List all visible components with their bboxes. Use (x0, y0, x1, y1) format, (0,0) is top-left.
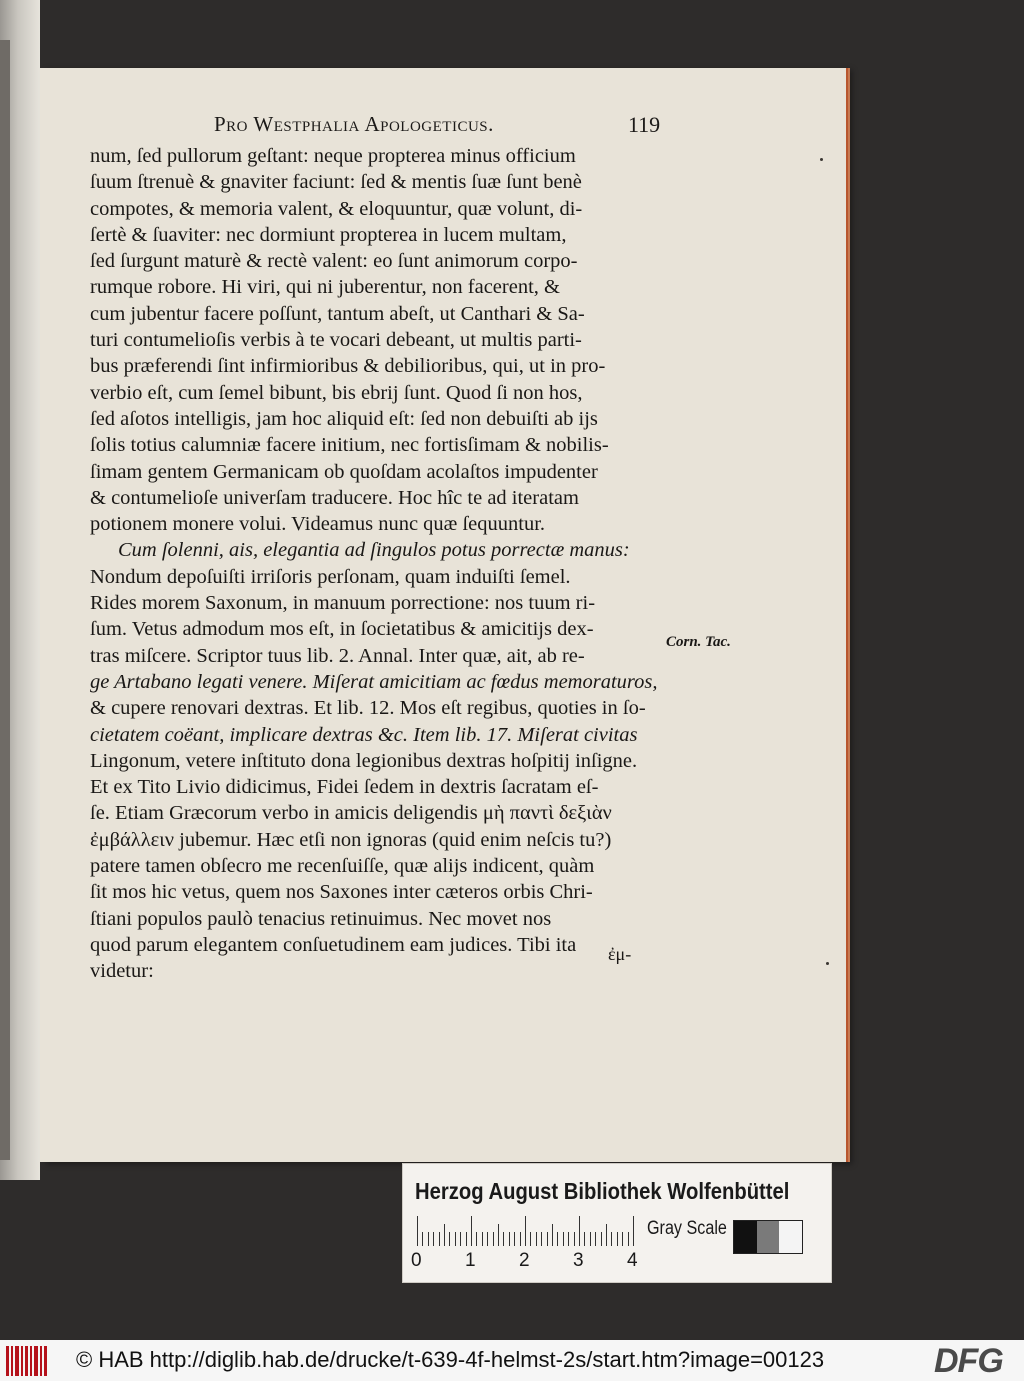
text-line: ſtiani populos paulò tenacius retinuimus. Nec movet nos (90, 907, 552, 930)
ruler-tick (449, 1232, 450, 1246)
ruler-tick (439, 1232, 440, 1246)
gray-swatch (757, 1221, 780, 1253)
ruler-tick (601, 1232, 602, 1246)
ruler-number: 2 (519, 1250, 530, 1271)
text-line: turi contumelioſis verbis à te vocari debeant, ut multis parti- (90, 329, 582, 352)
barcode-bar (11, 1346, 13, 1376)
barcode-bar (30, 1346, 32, 1376)
catchword: ἐμ- (608, 944, 632, 964)
text-line: ſolis totius calumniæ facere initium, nec fortisſimam & nobilis- (90, 434, 609, 457)
text-line: & contumelioſe univerſam traducere. Hoc hîc te ad iteratam (90, 486, 579, 509)
ruler-tick (606, 1224, 607, 1246)
text-line: ſed aſotos intelligis, jam hoc aliquid eſt: ſed non debuiſti ab ijs (90, 407, 598, 430)
ruler-tick (444, 1224, 445, 1246)
ruler-tick (547, 1232, 548, 1246)
ruler-tick (487, 1232, 488, 1246)
ruler-tick (541, 1232, 542, 1246)
ruler-tick (530, 1232, 531, 1246)
ruler-tick (422, 1232, 423, 1246)
text-line: patere tamen obſecro me recenſuiſſe, quæ alijs indicent, quàm (90, 855, 595, 878)
text-line: ſuum ſtrenuè & gnaviter faciunt: ſed & mentis ſuæ ſunt benè (90, 171, 582, 194)
barcode-bar (25, 1346, 28, 1376)
ruler-tick (417, 1216, 418, 1246)
ruler-tick (574, 1232, 575, 1246)
text-line: tras miſcere. Scriptor tuus lib. 2. Annal. Inter quæ, ait, ab re- (90, 644, 585, 667)
gray-scale-swatch (733, 1220, 803, 1254)
dfg-logo: DFG (934, 1342, 1003, 1380)
text-line: ſimam gentem Germanicam ob quoſdam acolaſtos impudenter (90, 460, 598, 483)
running-head: Pro Westphalia Apologeticus. (214, 112, 494, 136)
scale-ruler (417, 1216, 639, 1246)
text-line: & cupere renovari dextras. Et lib. 12. Mos eſt regibus, quoties in ſo- (90, 697, 646, 720)
text-line: potionem monere volui. Videamus nunc quæ ſequuntur. (90, 513, 546, 536)
ruler-tick (514, 1232, 515, 1246)
barcode-bar (15, 1346, 19, 1376)
margin-note: Corn. Tac. (666, 634, 731, 650)
text-line: cietatem coëant, implicare dextras &c. Item lib. 17. Miſerat civitas (90, 723, 638, 746)
barcode-bar (40, 1346, 42, 1376)
ruler-tick (557, 1232, 558, 1246)
ruler-tick (428, 1232, 429, 1246)
barcode-bar (21, 1346, 23, 1376)
text-line: ſum. Vetus admodum mos eſt, in ſocietatibus & amicitijs dex- (90, 618, 594, 641)
copyright-link[interactable]: © HAB http://diglib.hab.de/drucke/t-639-4f-helmst-2s/start.htm?image=00123 (76, 1347, 825, 1372)
ruler-tick (584, 1232, 585, 1246)
ruler-number: 3 (573, 1250, 584, 1271)
text-line: ge Artabano legati venere. Miſerat amicitiam ac fœdus memoraturos, (90, 670, 658, 693)
ruler-tick (628, 1232, 629, 1246)
text-line: Cum ſolenni, ais, elegantia ad ſingulos potus porrectæ manus: (118, 539, 630, 562)
text-line: num, ſed pullorum geſtant: neque propterea minus officium (90, 145, 576, 167)
text-line: videtur: (90, 960, 154, 983)
ruler-tick (471, 1216, 472, 1246)
ruler-tick (433, 1232, 434, 1246)
ruler-tick (476, 1232, 477, 1246)
ruler-tick (455, 1232, 456, 1246)
footer-bar (0, 1340, 1024, 1381)
ruler-tick (460, 1232, 461, 1246)
text-line: Lingonum, vetere inſtituto dona legionibus dextras hoſpitij inſigne. (90, 749, 638, 772)
ruler-tick (493, 1232, 494, 1246)
text-line: bus præferendi ſint infirmioribus & debilioribus, qui, ut in pro- (90, 355, 606, 378)
ruler-tick (611, 1232, 612, 1246)
text-line: quod parum elegantem conſuetudinem eam judices. Tibi ita (90, 933, 577, 956)
ruler-tick (622, 1232, 623, 1246)
ruler-tick (536, 1232, 537, 1246)
gray-swatch (734, 1221, 757, 1253)
ruler-tick (498, 1224, 499, 1246)
text-line: ἐμβάλλειν jubemur. Hæc etſi non ignoras (quid enim neſcis tu?) (90, 828, 612, 851)
speck (826, 962, 829, 965)
barcode-bar (44, 1346, 47, 1376)
gray-scale-label: Gray Scale (647, 1218, 727, 1239)
ruler-tick (503, 1232, 504, 1246)
ruler-tick (579, 1216, 580, 1246)
ruler-tick (525, 1216, 526, 1246)
ruler-tick (509, 1232, 510, 1246)
ruler-tick (617, 1232, 618, 1246)
text-line: ſit mos hic vetus, quem nos Saxones inter cæteros orbis Chri- (90, 881, 593, 904)
barcode-bar (6, 1346, 9, 1376)
text-line: cum jubentur facere poſſunt, tantum abeſt, ut Canthari & Sa- (90, 302, 585, 325)
text-line: ſe. Etiam Græcorum verbo in amicis deligendis μὴ παντὶ δεξιὰν (90, 802, 612, 825)
ruler-tick (552, 1224, 553, 1246)
ruler-tick (520, 1232, 521, 1246)
gray-swatch (779, 1221, 802, 1253)
text-line: Rides morem Saxonum, in manuum porrectione: nos tuum ri- (90, 592, 596, 615)
ruler-number: 0 (411, 1250, 422, 1271)
text-line: Et ex Tito Livio didicimus, Fidei ſedem in dextris ſacratam eſ- (90, 776, 599, 799)
barcode-bar (34, 1346, 38, 1376)
ruler-tick (633, 1216, 634, 1246)
text-line: rumque robore. Hi viri, qui ni juberentur, non facerent, & (90, 276, 560, 299)
ruler-tick (482, 1232, 483, 1246)
text-line: ſertè & ſuaviter: nec dormiunt propterea in lucem multam, (90, 223, 567, 246)
text-line: Nondum depoſuiſti irriſoris perſonam, quam induiſti ſemel. (90, 565, 571, 588)
hab-barcode-icon (6, 1346, 50, 1376)
ruler-number: 1 (465, 1250, 476, 1271)
text-line: compotes, & memoria valent, & eloquuntur, quæ volunt, di- (90, 197, 583, 220)
page-number: 119 (628, 112, 661, 137)
ruler-tick (568, 1232, 569, 1246)
library-label (402, 1163, 832, 1283)
ruler-tick (590, 1232, 591, 1246)
left-page-edge (0, 0, 40, 1180)
binding-fold (0, 40, 10, 1160)
library-title: Herzog August Bibliothek Wolfenbüttel (415, 1178, 790, 1204)
speck (820, 158, 823, 161)
text-line: ſed ſurgunt maturè & rectè valent: eo ſunt animorum corpo- (90, 250, 578, 273)
ruler-number: 4 (627, 1250, 638, 1271)
text-line: verbio eſt, cum ſemel bibunt, bis ebrij ſunt. Quod ſi non hos, (90, 381, 583, 404)
book-page (40, 68, 846, 1162)
ruler-tick (563, 1232, 564, 1246)
ruler-tick (466, 1232, 467, 1246)
ruler-numbers (411, 1250, 651, 1274)
body-text (90, 143, 686, 985)
ruler-tick (595, 1232, 596, 1246)
